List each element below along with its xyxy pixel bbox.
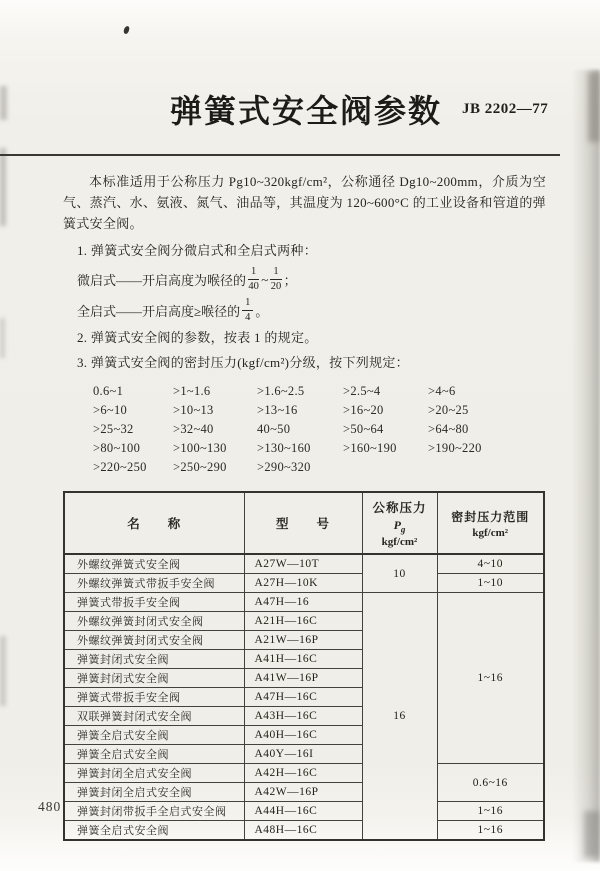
scan-corner-smudge (584, 811, 600, 857)
page-title: 弹簧式安全阀参数 (170, 93, 443, 129)
fraction-denominator: 40 (248, 280, 259, 292)
seal-pressure-grades (93, 382, 546, 477)
clause-2: 2. 弹簧式安全阀的参数，按表 1 的规定。 (77, 330, 318, 345)
seal-unit: kgf/cm² (472, 526, 509, 539)
intro-paragraph: 本标准适用于公称压力 Pg10~320kgf/cm²，公称通径 Dg10~200mm，介质为空气、蒸汽、水、氨液、氮气、油品等，其温度为 120~600°C 的工业设备和管道的弹簧式安全阀。 (63, 174, 546, 231)
table-row (64, 802, 544, 821)
scan-smudge (0, 148, 6, 226)
micro-open-line (63, 266, 546, 293)
header-rule (0, 154, 560, 156)
full-open-line (63, 297, 546, 324)
fraction-numerator: 1 (270, 267, 281, 280)
range-tilde: ~ (261, 271, 269, 287)
seal-range-cell: 1~16 (437, 821, 544, 841)
scan-smudge (0, 86, 7, 120)
grade-value: >80~100 (93, 441, 141, 455)
seal-range-cell: 0.6~16 (437, 764, 544, 802)
scan-speck (123, 26, 130, 35)
model-cell: A47H—16 (244, 593, 362, 612)
fraction-numerator: 1 (242, 298, 253, 311)
grade-value: >190~220 (428, 441, 482, 455)
pg-symbol: $P_g$ (393, 518, 406, 535)
header-seal-range: 密封压力范围 kgf/cm² (437, 492, 544, 554)
pg-cell: 10 (362, 554, 437, 593)
table-header-row (64, 492, 544, 554)
seal-range-cell: 1~16 (437, 802, 544, 821)
table-row (64, 574, 544, 593)
model-cell: A27H—10K (244, 574, 362, 593)
seal-range-cell: 1~16 (437, 593, 544, 764)
model-cell: A40Y—16I (244, 745, 362, 764)
valve-name-cell: 弹簧封闭全启式安全阀 (64, 783, 244, 802)
grade-value: >1~1.6 (173, 384, 211, 398)
header-nominal-pressure: 公称压力 $P_g$ kgf/cm² (362, 492, 437, 554)
fraction-1-40 (248, 267, 259, 292)
model-cell: A48H—16C (244, 821, 362, 841)
header-model: 型 号 (244, 492, 362, 554)
grade-value: >4~6 (428, 384, 456, 398)
valve-name-cell: 外螺纹弹簧封闭式安全阀 (64, 631, 244, 650)
grade-value: >130~160 (257, 441, 311, 455)
parameters-table (63, 491, 545, 841)
grade-value: >13~16 (257, 403, 298, 417)
clause-3: 3. 弹簧式安全阀的密封压力(kgf/cm²)分级，按下列规定： (77, 355, 409, 370)
model-cell: A40H—16C (244, 726, 362, 745)
grade-value: >250~290 (173, 460, 227, 474)
scan-edge-shadow (572, 70, 600, 862)
seal-range-cell: 1~10 (437, 574, 544, 593)
grade-value: >290~320 (257, 460, 311, 474)
pg-cell: 16 (362, 593, 437, 841)
scan-corner-smudge (588, 72, 600, 142)
table-row (64, 764, 544, 783)
fraction-1-20 (270, 267, 281, 292)
valve-name-cell: 外螺纹弹簧式安全阀 (64, 554, 244, 574)
valve-name-cell: 弹簧式带扳手安全阀 (64, 688, 244, 707)
model-cell: A21W—16P (244, 631, 362, 650)
scan-smudge (0, 318, 5, 358)
grade-value: >16~20 (343, 403, 384, 417)
page-number: 480 (38, 799, 62, 814)
valve-name-cell: 外螺纹弹簧式带扳手安全阀 (64, 574, 244, 593)
model-cell: A21H—16C (244, 612, 362, 631)
grade-row (93, 439, 546, 458)
grade-value: >50~64 (343, 422, 384, 436)
fraction-numerator: 1 (248, 267, 259, 280)
grade-value: 40~50 (257, 422, 291, 436)
grade-value: 0.6~1 (93, 384, 124, 398)
fraction-1-4 (242, 298, 253, 323)
grade-row (93, 420, 546, 439)
grade-value: >25~32 (93, 422, 134, 436)
valve-name-cell: 弹簧全启式安全阀 (64, 726, 244, 745)
table-row (64, 593, 544, 612)
full-open-text: 全启式——开启高度≥喉径的 (77, 304, 241, 319)
model-cell: A47H—16C (244, 688, 362, 707)
scan-smudge (0, 636, 6, 706)
grade-value: >2.5~4 (343, 384, 381, 398)
header-name: 名 称 (64, 492, 244, 554)
valve-name-cell: 双联弹簧封闭式安全阀 (64, 707, 244, 726)
micro-open-text: 微启式——开启高度为喉径的 (77, 273, 247, 288)
model-cell: A42W—16P (244, 783, 362, 802)
grade-value: >100~130 (173, 441, 227, 455)
table-row (64, 821, 544, 841)
valve-name-cell: 弹簧式带扳手安全阀 (64, 593, 244, 612)
grade-row (93, 382, 546, 401)
grade-value: >64~80 (428, 422, 469, 436)
grade-value: >6~10 (93, 403, 128, 417)
line-punctuation: ； (283, 273, 297, 288)
model-cell: A41W—16P (244, 669, 362, 688)
grade-value: >32~40 (173, 422, 214, 436)
grade-value: >160~190 (343, 441, 397, 455)
standard-number: JB 2202—77 (462, 101, 549, 117)
valve-name-cell: 弹簧封闭式安全阀 (64, 669, 244, 688)
grade-row (93, 401, 546, 420)
grade-value: >1.6~2.5 (257, 384, 305, 398)
model-cell: A41H—16C (244, 650, 362, 669)
pg-unit: kgf/cm² (381, 536, 418, 549)
valve-name-cell: 外螺纹弹簧封闭式安全阀 (64, 612, 244, 631)
grade-value: >220~250 (93, 460, 147, 474)
fraction-denominator: 20 (270, 280, 282, 292)
model-cell: A27W—10T (244, 554, 362, 574)
grade-row (93, 458, 546, 477)
model-cell: A43H—16C (244, 707, 362, 726)
valve-name-cell: 弹簧全启式安全阀 (64, 745, 244, 764)
model-cell: A42H—16C (244, 764, 362, 783)
valve-name-cell: 弹簧封闭带扳手全启式安全阀 (64, 802, 244, 821)
fraction-denominator: 4 (245, 311, 251, 323)
grade-value: >20~25 (428, 403, 469, 417)
model-cell: A44H—16C (244, 802, 362, 821)
clause-1: 1. 弹簧式安全阀分微启式和全启式两种： (77, 243, 318, 258)
seal-range-cell: 4~10 (437, 554, 544, 574)
table-row (64, 554, 544, 574)
line-punctuation: 。 (255, 304, 269, 319)
valve-name-cell: 弹簧封闭全启式安全阀 (64, 764, 244, 783)
page-content (63, 171, 546, 841)
valve-name-cell: 弹簧全启式安全阀 (64, 821, 244, 841)
grade-value: >10~13 (173, 403, 214, 417)
valve-name-cell: 弹簧封闭式安全阀 (64, 650, 244, 669)
